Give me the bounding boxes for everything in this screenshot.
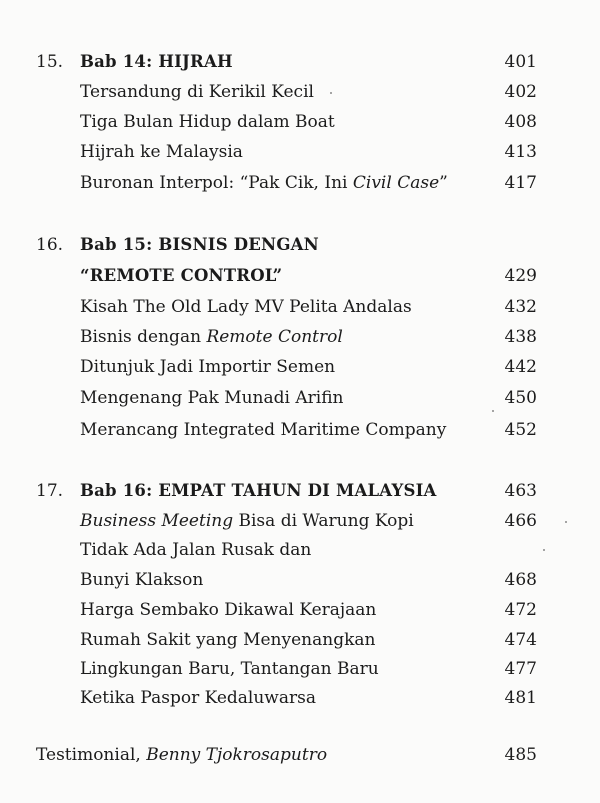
toc-entry-row — [0, 535, 600, 565]
chapter-title: Bab 14: HIJRAH — [80, 52, 233, 71]
entry-title-line2: Bunyi Klakson — [80, 570, 204, 590]
page-number: 452 — [504, 420, 537, 440]
entry-title: Rumah Sakit yang Menyenangkan — [80, 630, 376, 650]
scan-speck — [543, 549, 545, 551]
page-number: 429 — [504, 266, 537, 286]
toc-entry-row — [0, 683, 600, 713]
page-number: 438 — [504, 327, 537, 347]
toc-entry-row — [0, 625, 600, 655]
toc-chapter-row — [0, 47, 600, 77]
toc-entry-row — [0, 415, 600, 445]
toc-testimonial-row — [0, 740, 600, 770]
entry-title-italic: Business Meeting — [80, 511, 234, 531]
chapter-number: 16. — [36, 235, 64, 255]
entry-title-line1: Tidak Ada Jalan Rusak dan — [80, 540, 312, 560]
toc-entry-row — [0, 77, 600, 107]
entry-title: Tiga Bulan Hidup dalam Boat — [80, 112, 335, 132]
page-number: 468 — [504, 570, 537, 590]
entry-title: Lingkungan Baru, Tantangan Baru — [80, 659, 379, 679]
page-number: 408 — [504, 112, 537, 132]
toc-chapter-row — [0, 261, 600, 291]
page-number: 401 — [504, 52, 537, 72]
page-number: 417 — [504, 173, 537, 193]
page-number: 450 — [504, 388, 537, 408]
entry-title-suffix: Bisa di Warung Kopi — [233, 511, 414, 531]
page-number: 466 — [504, 511, 537, 531]
entry-title — [80, 506, 414, 536]
chapter-title-line1: Bab 15: BISNIS DENGAN — [80, 235, 319, 254]
toc-entry-row — [0, 322, 600, 352]
page-number: 477 — [504, 659, 537, 679]
page-number: 474 — [504, 630, 537, 650]
toc-entry-row — [0, 565, 600, 595]
toc-entry-row — [0, 292, 600, 322]
page-number: 463 — [504, 481, 537, 501]
toc-chapter-row — [0, 476, 600, 506]
entry-title-suffix: ” — [439, 173, 448, 193]
toc-entry-row — [0, 506, 600, 536]
entry-title: Ketika Paspor Kedaluwarsa — [80, 688, 316, 708]
entry-title: Tersandung di Kerikil Kecil — [80, 82, 314, 102]
scan-speck — [330, 92, 332, 94]
scan-speck — [565, 521, 567, 523]
toc-entry-row — [0, 137, 600, 167]
page-number: 481 — [504, 688, 537, 708]
entry-title — [80, 168, 448, 198]
toc-entry-row — [0, 107, 600, 137]
entry-title: Harga Sembako Dikawal Kerajaan — [80, 600, 377, 620]
entry-title-prefix: Buronan Interpol: “Pak Cik, Ini — [80, 173, 353, 193]
entry-title: Mengenang Pak Munadi Arifin — [80, 388, 344, 408]
page-number: 413 — [504, 142, 537, 162]
toc-entry-row — [0, 595, 600, 625]
entry-title: Merancang Integrated Maritime Company — [80, 420, 447, 440]
chapter-title: Bab 16: EMPAT TAHUN DI MALAYSIA — [80, 481, 437, 500]
toc-chapter-row — [0, 230, 600, 260]
chapter-number: 17. — [36, 481, 64, 501]
entry-title-italic: Remote Control — [206, 327, 343, 347]
page-number: 485 — [504, 745, 537, 765]
testimonial-label: Testimonial, — [36, 745, 147, 765]
chapter-number: 15. — [36, 52, 64, 72]
toc-entry-row — [0, 654, 600, 684]
entry-title — [80, 322, 343, 352]
page-number: 472 — [504, 600, 537, 620]
entry-title-italic: Civil Case — [352, 173, 440, 193]
testimonial-name: Benny Tjokrosaputro — [146, 745, 328, 765]
entry-title: Ditunjuk Jadi Importir Semen — [80, 357, 336, 377]
toc-entry-row — [0, 168, 600, 198]
toc-entry-row — [0, 383, 600, 413]
entry-title: Hijrah ke Malaysia — [80, 142, 243, 162]
page-number: 432 — [504, 297, 537, 317]
entry-title-prefix: Bisnis dengan — [80, 327, 207, 347]
entry-title: Kisah The Old Lady MV Pelita Andalas — [80, 297, 412, 317]
testimonial-title — [36, 740, 327, 770]
page-number: 442 — [504, 357, 537, 377]
page-number: 402 — [504, 82, 537, 102]
toc-entry-row — [0, 352, 600, 382]
scan-speck — [492, 410, 494, 412]
chapter-title-line2: “REMOTE CONTROL” — [80, 266, 283, 285]
